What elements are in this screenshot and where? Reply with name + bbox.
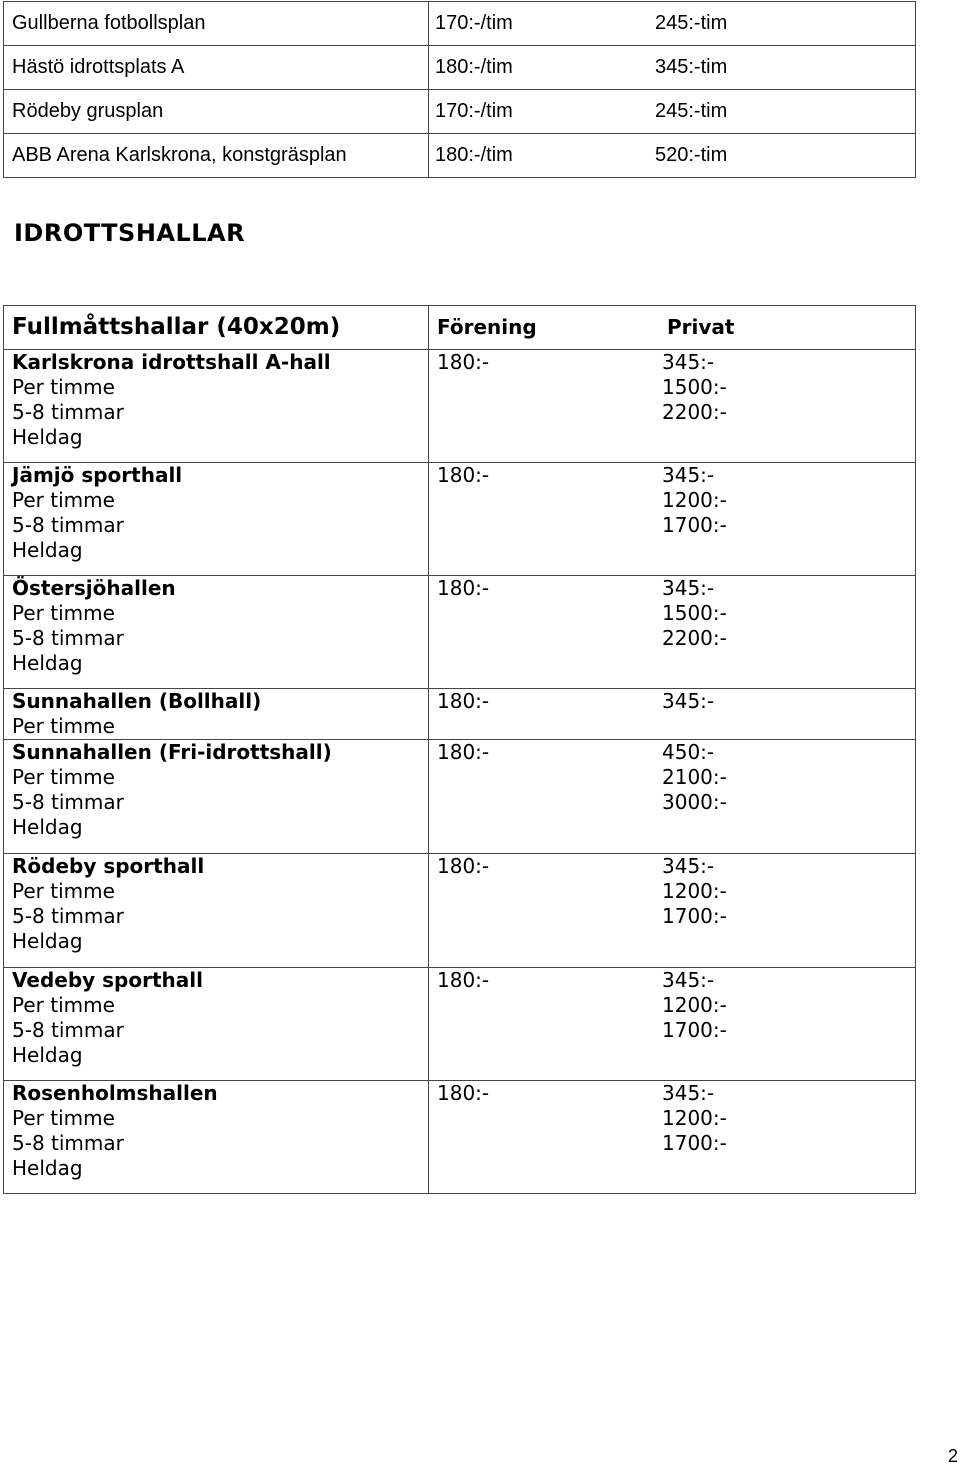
fields-price-table xyxy=(3,1,916,178)
field-name: Gullberna fotbollsplan xyxy=(4,2,429,46)
privat-price: 1700:- xyxy=(662,904,727,928)
privat-price: 345:- xyxy=(662,689,715,713)
hall-name: Sunnahallen (Fri-idrottshall) xyxy=(12,740,332,764)
forening-price: 180:- xyxy=(437,463,490,487)
rate-label: Per timme xyxy=(12,1106,115,1130)
forening-price: 180:- xyxy=(437,740,490,764)
privat-price: 1200:- xyxy=(662,488,727,512)
privat-price: 1200:- xyxy=(662,993,727,1017)
field-privat-price: 520:-tim xyxy=(655,144,728,166)
table-row xyxy=(4,854,916,968)
hall-name: Sunnahallen (Bollhall) xyxy=(12,689,262,713)
table-row xyxy=(4,689,916,740)
privat-price: 450:- xyxy=(662,740,715,764)
privat-price: 1200:- xyxy=(662,1106,727,1130)
rate-label: Per timme xyxy=(12,879,115,903)
rate-label: Heldag xyxy=(12,651,83,675)
rate-label: Heldag xyxy=(12,929,83,953)
halls-price-table xyxy=(3,305,916,1194)
table-row xyxy=(4,1081,916,1194)
privat-price: 2200:- xyxy=(662,400,727,424)
privat-price: 345:- xyxy=(662,350,715,374)
table-row xyxy=(4,968,916,1081)
field-forening-price: 170:-/tim xyxy=(435,12,513,34)
field-forening-price: 170:-/tim xyxy=(435,100,513,122)
rate-label: Heldag xyxy=(12,1156,83,1180)
forening-price: 180:- xyxy=(437,576,490,600)
forening-price: 180:- xyxy=(437,968,490,992)
table-row xyxy=(4,2,916,46)
forening-price: 180:- xyxy=(437,1081,490,1105)
table-row xyxy=(4,350,916,463)
rate-label: Per timme xyxy=(12,601,115,625)
field-privat-price: 245:-tim xyxy=(655,100,728,122)
privat-price: 345:- xyxy=(662,854,715,878)
rate-label: 5-8 timmar xyxy=(12,1018,124,1042)
rate-label: 5-8 timmar xyxy=(12,400,124,424)
table-row xyxy=(4,740,916,854)
hall-name: Vedeby sporthall xyxy=(12,968,203,992)
rate-label: Heldag xyxy=(12,538,83,562)
privat-price: 2100:- xyxy=(662,765,727,789)
rate-label: Per timme xyxy=(12,993,115,1017)
section-heading: IDROTTSHALLAR xyxy=(14,219,246,247)
table-row xyxy=(4,463,916,576)
forening-price: 180:- xyxy=(437,854,490,878)
privat-price: 345:- xyxy=(662,463,715,487)
field-forening-price: 180:-/tim xyxy=(435,144,513,166)
privat-price: 2200:- xyxy=(662,626,727,650)
rate-label: 5-8 timmar xyxy=(12,1131,124,1155)
table-row xyxy=(4,576,916,689)
column-header-privat: Privat xyxy=(667,315,735,339)
field-privat-price: 345:-tim xyxy=(655,56,728,78)
rate-label: Per timme xyxy=(12,765,115,789)
privat-price: 1500:- xyxy=(662,601,727,625)
privat-price: 1700:- xyxy=(662,513,727,537)
field-name: Rödeby grusplan xyxy=(4,90,429,134)
rate-label: 5-8 timmar xyxy=(12,790,124,814)
field-privat-price: 245:-tim xyxy=(655,12,728,34)
rate-label: Per timme xyxy=(12,375,115,399)
page-number: 2 xyxy=(948,1446,959,1466)
privat-price: 1200:- xyxy=(662,879,727,903)
table-row xyxy=(4,134,916,178)
privat-price: 1700:- xyxy=(662,1131,727,1155)
hall-name: Jämjö sporthall xyxy=(12,463,183,487)
hall-name: Rosenholmshallen xyxy=(12,1081,218,1105)
rate-label: 5-8 timmar xyxy=(12,626,124,650)
forening-price: 180:- xyxy=(437,689,490,713)
rate-label: 5-8 timmar xyxy=(12,513,124,537)
privat-price: 1700:- xyxy=(662,1018,727,1042)
rate-label: Per timme xyxy=(12,714,115,738)
rate-label: 5-8 timmar xyxy=(12,904,124,928)
privat-price: 345:- xyxy=(662,1081,715,1105)
hall-name: Östersjöhallen xyxy=(12,576,176,600)
column-header-forening: Förening xyxy=(437,315,537,339)
table-row xyxy=(4,90,916,134)
privat-price: 1500:- xyxy=(662,375,727,399)
rate-label: Heldag xyxy=(12,1043,83,1067)
privat-price: 345:- xyxy=(662,968,715,992)
rate-label: Heldag xyxy=(12,815,83,839)
table-row xyxy=(4,46,916,90)
hall-name: Karlskrona idrottshall A-hall xyxy=(12,350,331,374)
rate-label: Heldag xyxy=(12,425,83,449)
field-name: ABB Arena Karlskrona, konstgräsplan xyxy=(4,134,429,178)
field-name: Hästö idrottsplats A xyxy=(4,46,429,90)
hall-name: Rödeby sporthall xyxy=(12,854,205,878)
field-forening-price: 180:-/tim xyxy=(435,56,513,78)
rate-label: Per timme xyxy=(12,488,115,512)
table-header-row xyxy=(4,306,916,350)
privat-price: 3000:- xyxy=(662,790,727,814)
halls-table-title: Fullmåttshallar (40x20m) xyxy=(12,314,341,340)
forening-price: 180:- xyxy=(437,350,490,374)
privat-price: 345:- xyxy=(662,576,715,600)
